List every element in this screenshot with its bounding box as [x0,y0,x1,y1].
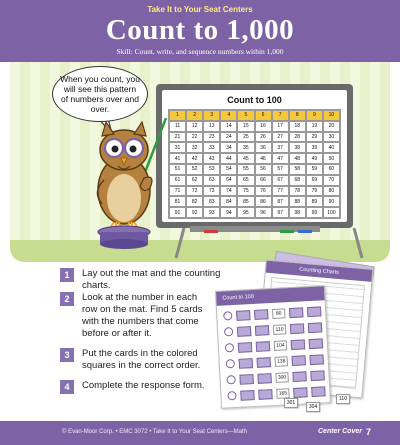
grid-cell: 16 [255,121,272,132]
mat-colored-square [289,307,303,318]
grid-cell: 1 [169,110,186,121]
grid-cell: 85 [237,196,254,207]
mat-circle-icon [226,375,235,384]
mat-colored-square [240,390,254,401]
grid-cell: 94 [220,207,237,218]
number-card: 110 [336,394,350,404]
grid-cell: 30 [323,132,340,143]
grid-cell: 81 [169,196,186,207]
grid-cell: 77 [272,186,289,197]
mat-colored-square [290,323,304,334]
mat-title: Count to 100 [216,286,325,306]
grid-cell: 61 [169,175,186,186]
grid-cell: 87 [272,196,289,207]
grid-cell: 53 [203,164,220,175]
grid-cell: 14 [220,121,237,132]
mat-colored-square [255,325,269,336]
grid-cell: 29 [306,132,323,143]
hundreds-chart-board [156,84,353,228]
grid-cell: 26 [255,132,272,143]
grid-cell: 58 [289,164,306,175]
grid-cell: 71 [169,186,186,197]
grid-cell: 12 [186,121,203,132]
mat-row [225,352,324,370]
step-2 [60,292,210,340]
board-surface [162,90,347,222]
grid-cell: 27 [272,132,289,143]
grid-cell: 78 [289,186,306,197]
grid-cell: 73 [203,186,220,197]
grid-cell: 5 [237,110,254,121]
grid-cell: 82 [186,196,203,207]
grid-cell: 21 [169,132,186,143]
grid-cell: 57 [272,164,289,175]
mat-target-number: 165 [276,388,290,399]
mat-colored-square [239,358,253,369]
grid-cell: 60 [323,164,340,175]
grid-cell: 92 [186,207,203,218]
page-title: Count to 1,000 [105,14,295,46]
grid-cell: 32 [186,142,203,153]
grid-cell: 91 [169,207,186,218]
grid-cell: 43 [203,153,220,164]
mat-colored-square [254,309,268,320]
grid-cell: 52 [186,164,203,175]
grid-cell: 51 [169,164,186,175]
grid-cell: 23 [203,132,220,143]
step-text: Lay out the mat and the counting charts. [82,268,221,291]
mat-colored-square [307,306,321,317]
mat-row [226,368,325,386]
grid-cell: 42 [186,153,203,164]
mat-colored-square [293,371,307,382]
footer-credit: © Evan-Moor Corp. • EMC 3072 • Take It to Your Seat Centers—Math [62,429,247,435]
mat-colored-square [258,389,272,400]
grid-cell: 80 [323,186,340,197]
grid-cell: 70 [323,175,340,186]
grid-cell: 20 [323,121,340,132]
grid-cell: 100 [323,207,340,218]
grid-cell: 86 [255,196,272,207]
grid-cell: 54 [220,164,237,175]
grid-cell: 76 [255,186,272,197]
mat-colored-square [237,326,251,337]
grid-cell: 46 [255,153,272,164]
grid-cell: 83 [203,196,220,207]
board-title: Count to 100 [227,95,282,105]
grid-cell: 75 [237,186,254,197]
grid-cell: 15 [237,121,254,132]
mat-row [223,304,322,322]
grid-cell: 74 [220,186,237,197]
grid-cell: 48 [289,153,306,164]
mat-row [225,336,324,354]
hundreds-grid [168,109,341,219]
step-text: Put the cards in the colored squares in the correct order. [82,348,201,371]
grid-cell: 67 [272,175,289,186]
grid-cell: 18 [289,121,306,132]
mat-target-number: 104 [273,340,287,351]
grid-cell: 2 [186,110,203,121]
grid-cell: 8 [289,110,306,121]
step-number: 1 [60,268,74,282]
grid-cell: 95 [237,207,254,218]
footer-bar [0,421,400,445]
grid-cell: 19 [306,121,323,132]
grid-cell: 90 [323,196,340,207]
grid-cell: 96 [255,207,272,218]
mat-colored-square [310,354,324,365]
grid-cell: 72 [186,186,203,197]
grid-cell: 65 [237,175,254,186]
step-text: Look at the number in each row on the mat. Find 5 cards with the numbers that come before or after it. [82,292,203,339]
grid-cell: 22 [186,132,203,143]
grid-cell: 50 [323,153,340,164]
number-card: 304 [306,402,320,412]
speech-text: When you count, you will see this pattern of numbers over and over. [60,74,140,114]
grid-cell: 66 [255,175,272,186]
mat-colored-square [308,322,322,333]
grid-cell: 55 [237,164,254,175]
step-text: Complete the response form. [82,380,205,391]
charts-title: Counting Charts [266,261,373,282]
grid-cell: 93 [203,207,220,218]
grid-cell: 11 [169,121,186,132]
footer-section: Center Cover [318,428,362,435]
mat-target-number: 80 [272,308,286,319]
step-4 [60,380,210,394]
mat-colored-square [238,342,252,353]
grid-cell: 79 [306,186,323,197]
grid-cell: 68 [289,175,306,186]
grid-cell: 64 [220,175,237,186]
mat-colored-square [309,338,323,349]
step-number: 4 [60,380,74,394]
grid-cell: 36 [255,142,272,153]
grid-cell: 62 [186,175,203,186]
grid-cell: 97 [272,207,289,218]
sequence-mat [215,285,331,409]
mat-colored-square [257,373,271,384]
mat-colored-square [292,355,306,366]
mat-circle-icon [227,391,236,400]
step-1 [60,268,232,292]
mat-colored-square [310,370,324,381]
grid-cell: 88 [289,196,306,207]
grid-cell: 98 [289,207,306,218]
grid-cell: 40 [323,142,340,153]
mat-target-number: 110 [272,324,286,335]
grid-cell: 69 [306,175,323,186]
mat-circle-icon [225,343,234,352]
speech-bubble [52,66,148,122]
owl-teacher-icon [84,118,184,258]
mat-circle-icon [226,359,235,368]
mat-colored-square [255,341,269,352]
grid-cell: 33 [203,142,220,153]
mat-row [227,384,326,402]
grid-cell: 25 [237,132,254,143]
step-number: 3 [60,348,74,362]
grid-cell: 10 [323,110,340,121]
step-3 [60,348,210,372]
mat-colored-square [239,374,253,385]
grid-cell: 7 [272,110,289,121]
grid-cell: 38 [289,142,306,153]
mat-row [224,320,323,338]
series-kicker: Take It to Your Seat Centers [147,5,253,14]
grid-cell: 6 [255,110,272,121]
grid-cell: 49 [306,153,323,164]
mat-target-number: 300 [275,372,289,383]
step-number: 2 [60,292,74,306]
grid-cell: 41 [169,153,186,164]
grid-cell: 44 [220,153,237,164]
grid-cell: 45 [237,153,254,164]
mat-colored-square [294,387,308,398]
grid-cell: 56 [255,164,272,175]
mat-colored-square [236,310,250,321]
grid-cell: 17 [272,121,289,132]
skill-line: Skill: Count, write, and sequence numbers within 1,000 [116,47,284,56]
grid-cell: 13 [203,121,220,132]
grid-cell: 34 [220,142,237,153]
grid-cell: 31 [169,142,186,153]
grid-cell: 35 [237,142,254,153]
header-banner [0,0,400,62]
mat-target-number: 138 [274,356,288,367]
mat-circle-icon [223,311,232,320]
grid-cell: 59 [306,164,323,175]
grid-cell: 3 [203,110,220,121]
grid-cell: 28 [289,132,306,143]
grid-cell: 9 [306,110,323,121]
grid-cell: 99 [306,207,323,218]
grid-cell: 4 [220,110,237,121]
board-legs [170,228,370,260]
mat-colored-square [256,357,270,368]
grid-cell: 63 [203,175,220,186]
page-number: 7 [366,427,372,437]
mat-colored-square [311,386,325,397]
grid-cell: 89 [306,196,323,207]
grid-cell: 24 [220,132,237,143]
grid-cell: 47 [272,153,289,164]
grid-cell: 39 [306,142,323,153]
number-card: 301 [284,398,298,408]
mat-colored-square [291,339,305,350]
grid-cell: 84 [220,196,237,207]
mat-circle-icon [224,327,233,336]
grid-cell: 37 [272,142,289,153]
